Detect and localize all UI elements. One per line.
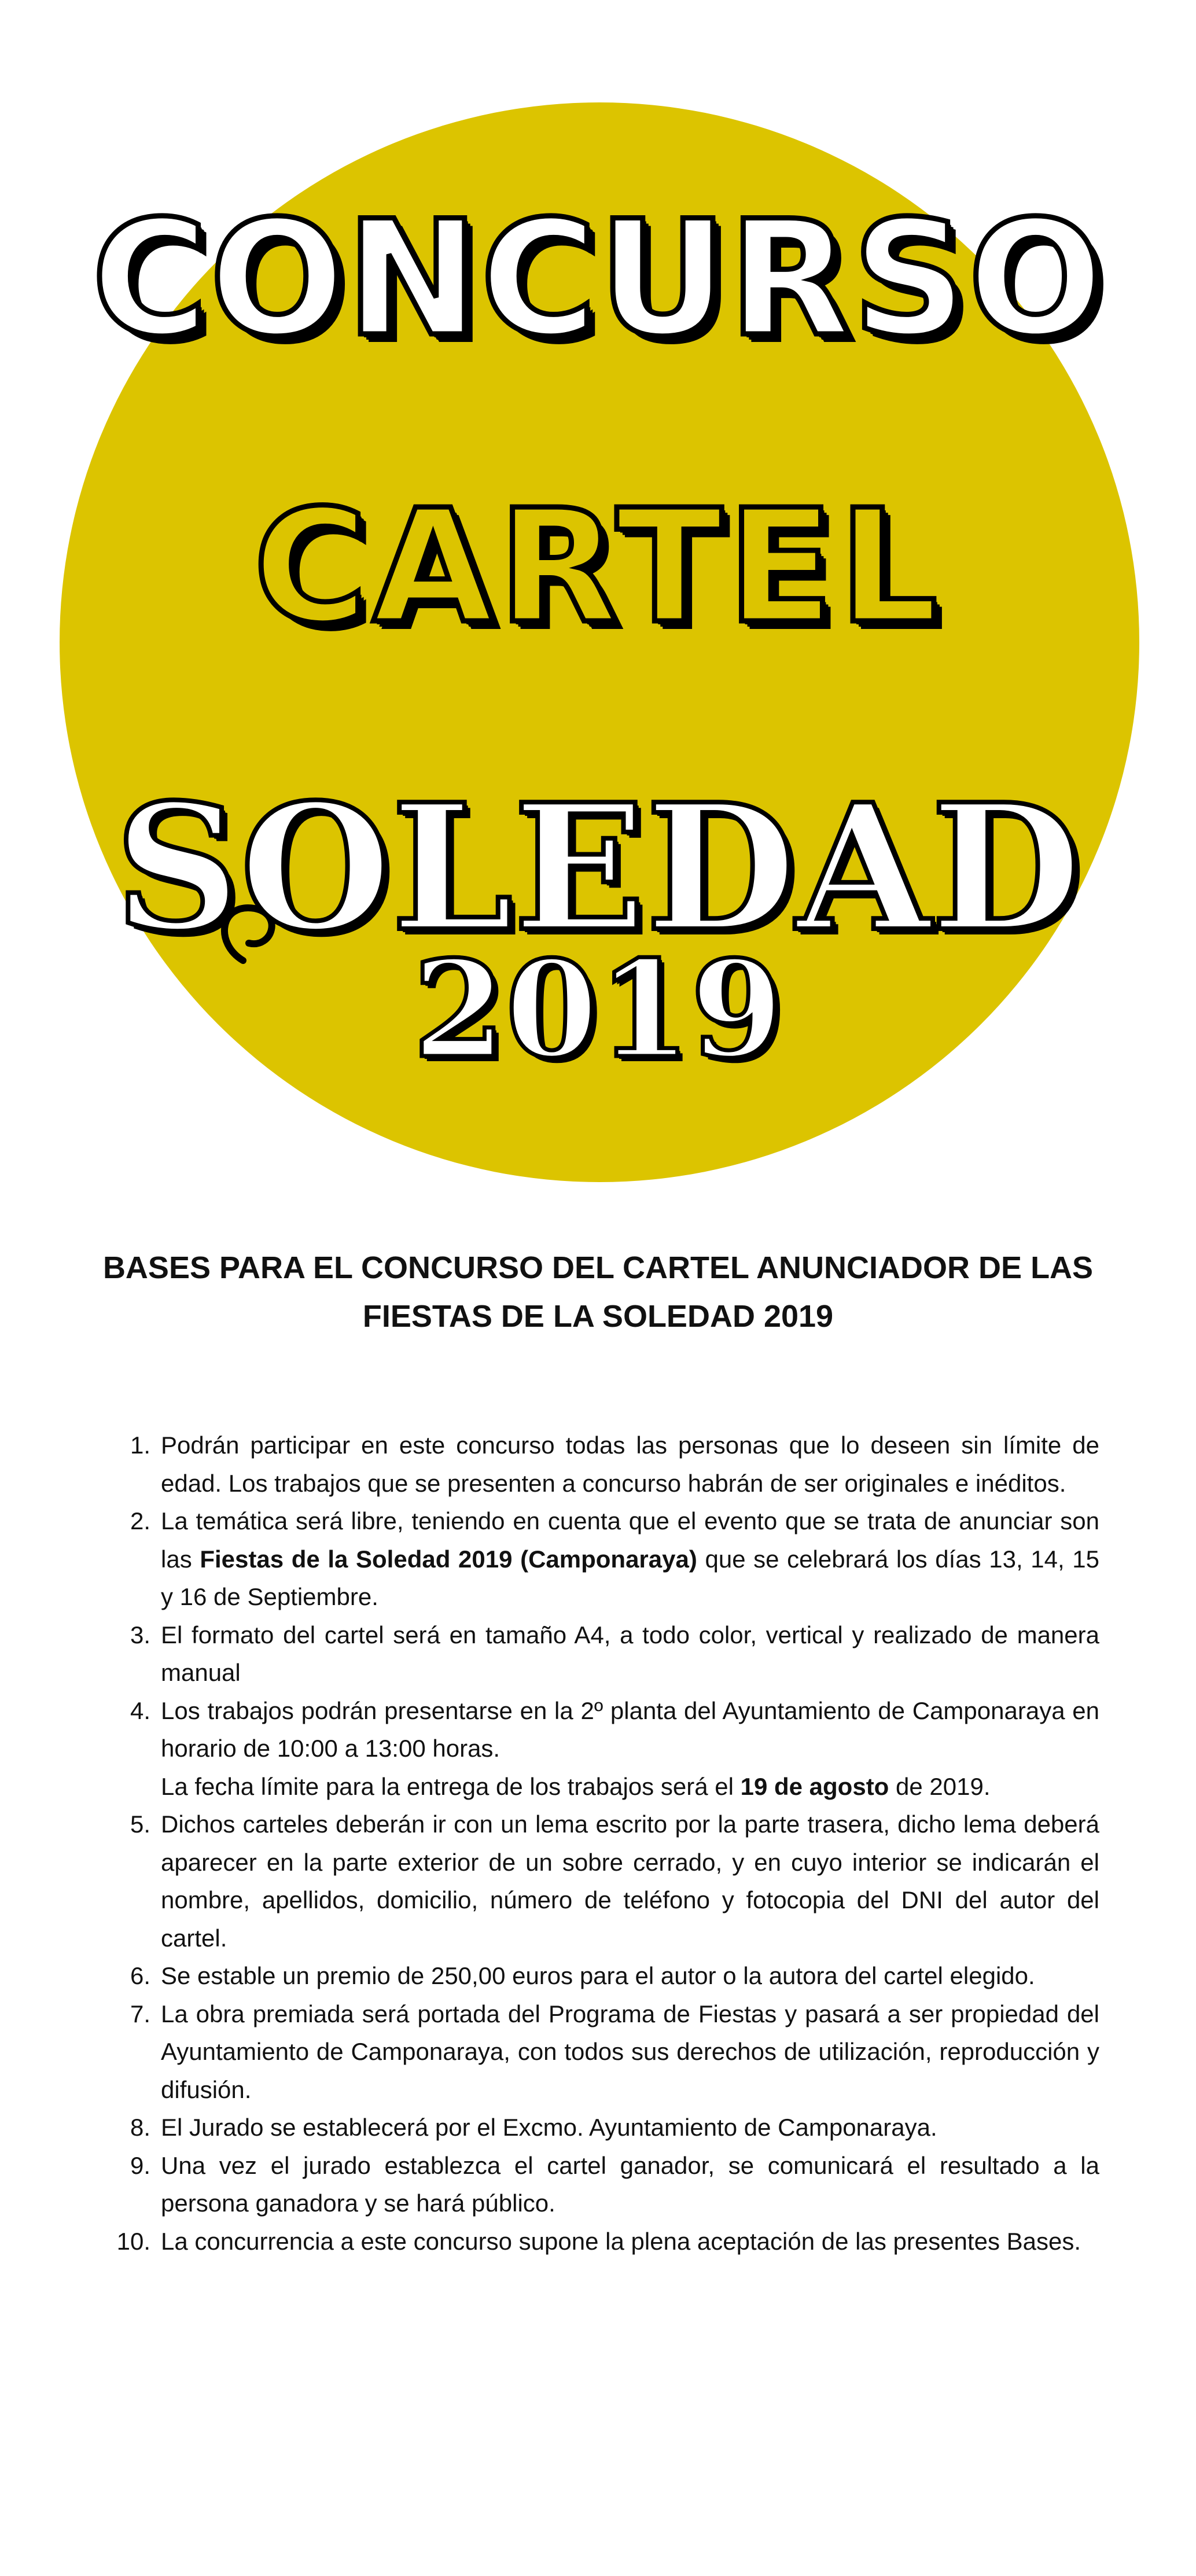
rule-number: 4.	[130, 1697, 150, 1724]
rule-number: 7.	[130, 2000, 150, 2027]
title-soledad: SOLEDAD	[115, 766, 1081, 970]
rule-text: La fecha límite para la entrega de los trabajos será el	[161, 1772, 741, 1800]
rule-number: 3.	[130, 1621, 150, 1648]
rule-item	[116, 1805, 1099, 1957]
rules-list	[116, 1426, 1099, 2260]
rule-item	[116, 2147, 1099, 2222]
rule-text: La obra premiada será portada del Programa de Fiestas y pasará a ser propiedad del Ayuntamiento de Camponaraya, con todos sus derechos de utilización, reproducción y difusión.	[161, 2000, 1099, 2103]
rule-number: 9.	[130, 2151, 150, 2179]
rule-text: La concurrencia a este concurso supone la plena aceptación de las presentes Bases.	[161, 2227, 1081, 2255]
rule-number: 6.	[130, 1962, 150, 1989]
rule-item	[116, 1692, 1099, 1806]
rule-text: Dichos carteles deberán ir con un lema escrito por la parte trasera, dicho lema deberá aparecer en la parte exterior de un sobre cerrado, y en cuyo interior se indicarán el nombre, apellidos, domicilio, número de teléfono y fotocopia del DNI del autor del cartel.	[161, 1810, 1099, 1952]
rule-text: de 2019.	[889, 1772, 991, 1800]
rule-text: Podrán participar en este concurso todas las personas que lo deseen sin límite de edad. Los trabajos que se presenten a concurso habrán de ser originales e inéditos.	[161, 1431, 1099, 1497]
rule-item	[116, 1426, 1099, 1502]
rule-text: Se estable un premio de 250,00 euros para el autor o la autora del cartel elegido.	[161, 1962, 1035, 1989]
rule-item	[116, 1502, 1099, 1616]
rule-number: 10.	[116, 2227, 150, 2255]
rule-item	[116, 1957, 1099, 1995]
rule-number: 1.	[130, 1431, 150, 1459]
rule-text-bold: 19 de agosto	[740, 1772, 889, 1800]
rule-text: Los trabajos podrán presentarse en la 2º planta del Ayuntamiento de Camponaraya en horario de 10:00 a 13:00 horas.	[161, 1697, 1099, 1762]
rules-heading	[87, 1244, 1109, 1341]
rule-text: que se celebrará los días 13, 14, 15 y 16 de Septiembre.	[161, 1545, 1100, 1610]
rule-number: 2.	[130, 1507, 150, 1534]
rule-text: La temática será libre, teniendo en cuenta que el evento que se trata de anunciar son las	[161, 1507, 1099, 1573]
title-concurso: CONCURSO	[91, 186, 1105, 371]
rule-item	[116, 2222, 1099, 2261]
rule-text: El formato del cartel será en tamaño A4, a todo color, vertical y realizado de manera manual	[161, 1621, 1099, 1686]
rule-text-bold: Fiestas de la Soledad 2019 (Camponaraya)	[200, 1545, 697, 1573]
rule-deadline	[161, 1768, 1099, 1806]
title-cartel: CARTEL	[253, 476, 943, 658]
rule-item	[116, 1995, 1099, 2109]
rules-heading-line-2: FIESTAS DE LA SOLEDAD 2019	[362, 1298, 834, 1334]
title-year: 2019	[413, 932, 783, 1088]
rule-item	[116, 1616, 1099, 1692]
rule-number: 5.	[130, 1810, 150, 1838]
rule-text: Una vez el jurado establezca el cartel ganador, se comunicará el resultado a la persona ganadora y se hará público.	[161, 2151, 1099, 2217]
rule-item	[116, 2108, 1099, 2147]
rules-heading-line-1: BASES PARA EL CONCURSO DEL CARTEL ANUNCIADOR DE LAS	[102, 1250, 1094, 1285]
rule-text: El Jurado se establecerá por el Excmo. Ayuntamiento de Camponaraya.	[161, 2114, 937, 2141]
rule-number: 8.	[130, 2114, 150, 2141]
